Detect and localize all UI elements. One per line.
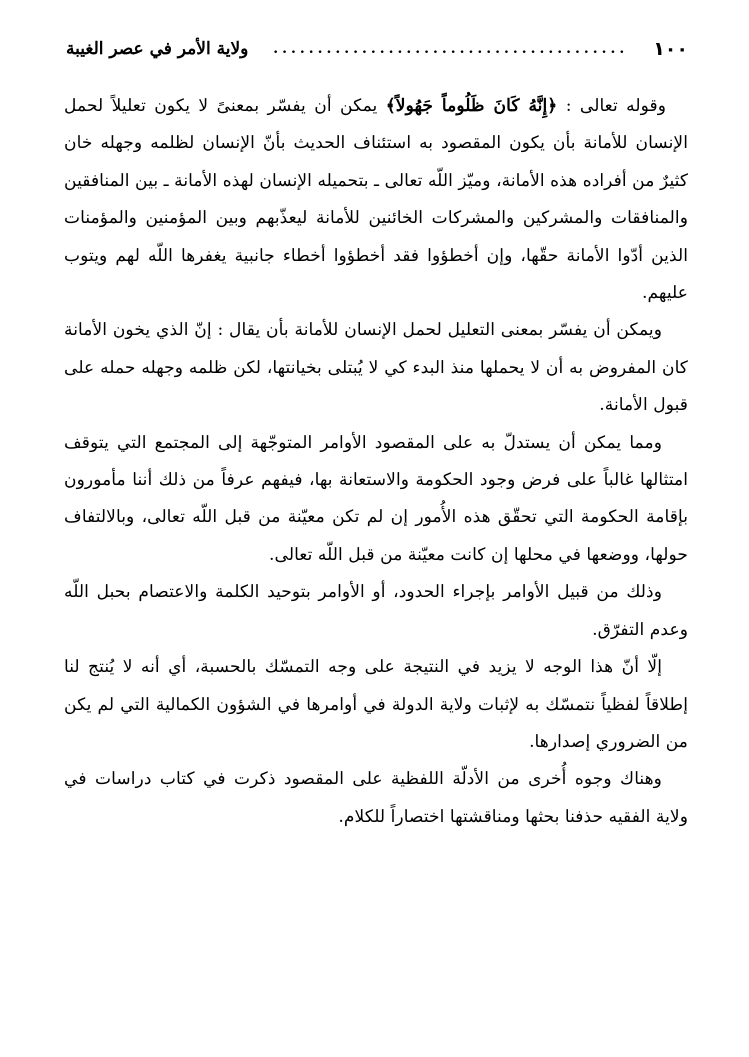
body-text <box>64 88 688 836</box>
header-leader-dots: ........................................ <box>273 41 629 57</box>
quran-bracket-open: ﴿ <box>547 96 558 116</box>
paragraph-2: ويمكن أن يفسّر بمعنى التعليل لحمل الإنسان للأمانة بأن يقال : إنّ الذي يخون الأمانة كان المفروض به أن لا يحملها منذ البدء كي لا يُبتلى بخيانتها، لكن ظلمه وجهله حمله على قبول الأمانة. <box>64 320 688 416</box>
page-header <box>66 34 688 64</box>
paragraph-3: ومما يمكن أن يستدلّ به على المقصود الأوامر المتوجّهة إلى المجتمع التي يتوقف امتثالها غالباً على فرض وجود الحكومة والاستعانة بها، فيفهم عرفاً من ذلك أننا مأمورون بإقامة الحكومة التي تحقّق هذه الأُمور إن لم تكن معيّنة من قبل اللّه تعالى، وبالالتفاف حولها، ووضعها في محلها إن كانت معيّنة من قبل اللّه تعالى. <box>64 432 688 565</box>
paragraph-6: وهناك وجوه أُخرى من الأدلّة اللفظية على المقصود ذكرت في كتاب دراسات في ولاية الفقيه حذفنا بحثها ومناقشتها اختصاراً للكلام. <box>64 769 688 827</box>
quran-bracket-close: ﴾ <box>385 96 396 116</box>
quran-verse: إِنَّهُ كَانَ ظَلُوماً جَهُولاً <box>395 96 548 116</box>
paragraph-1-lead: وقوله تعالى : <box>565 96 666 116</box>
paragraph-4: وذلك من قبيل الأوامر بإجراء الحدود، أو الأوامر بتوحيد الكلمة والاعتصام بحبل اللّه وعدم التفرّق. <box>64 582 688 640</box>
page-number: ١٠٠ <box>653 38 688 60</box>
paragraph-5: إلّا أنّ هذا الوجه لا يزيد في النتيجة على وجه التمسّك بالحسبة، أي أنه لا يُنتج لنا إطلاقاً لفظياً نتمسّك به لإثبات ولاية الدولة في أوامرها في الشؤون الكمالية التي لم يكن من الضروري إصدارها. <box>64 657 688 752</box>
paragraph-1 <box>64 88 688 312</box>
paragraph-1-text: يمكن أن يفسّر بمعنىً لا يكون تعليلاً لحمل الإنسان للأمانة بأن يكون المقصود به استئناف الحديث بأنّ الإنسان لظلمه وجهله خان كثيرٌ من أفراده هذه الأمانة، وميّز اللّه تعالى ـ بتحميله الإنسان لهذه الأمانة ـ بين المنافقين والمنافقات والمشركين والمشركات الخائنين للأمانة ليعذّبهم وبين المؤمنين والمؤمنات الذين أدّوا الأمانة حقّها، وإن أخطؤوا فقد أخطؤوا أخطاء جانبية يغفرها اللّه لهم ويتوب عليهم. <box>64 96 688 304</box>
running-title: ولاية الأمر في عصر الغيبة <box>66 39 249 59</box>
